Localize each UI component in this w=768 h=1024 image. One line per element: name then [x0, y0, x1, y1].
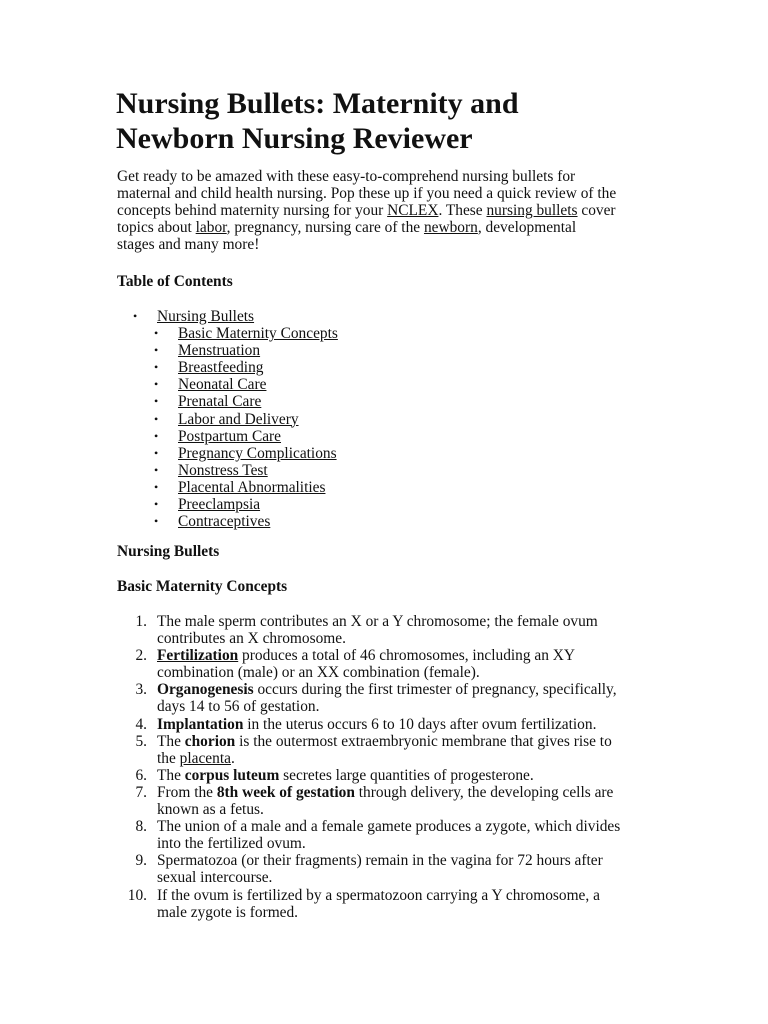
list-number: 1.: [135, 613, 147, 630]
bullet-icon: •: [154, 343, 159, 358]
text-segment: The union of a male and a female gamete produces a zygote, which divides: [157, 818, 621, 836]
toc-link[interactable]: Breastfeeding: [178, 359, 264, 377]
text-segment: From the: [157, 783, 217, 801]
toc-link[interactable]: Menstruation: [178, 342, 261, 360]
table-of-contents: [133, 308, 338, 531]
toc-link[interactable]: Placental Abnormalities: [178, 478, 326, 496]
list-item: [117, 647, 620, 681]
link-text[interactable]: newborn: [423, 219, 478, 237]
bullet-icon: •: [154, 479, 159, 494]
intro-paragraph: [117, 168, 677, 253]
bold-term: Implantation: [157, 715, 244, 733]
numbered-list: [117, 613, 620, 921]
toc-item: [154, 461, 338, 479]
toc-link[interactable]: Contraceptives: [178, 513, 271, 531]
toc-item: [154, 393, 338, 411]
list-number: 5.: [135, 732, 147, 750]
bullet-icon: •: [154, 462, 159, 477]
toc-item: [154, 359, 338, 377]
text-segment: The: [157, 766, 185, 784]
text-segment: , pregnancy, nursing care of the: [226, 219, 424, 237]
bullet-icon: •: [154, 445, 159, 460]
text-segment: the: [157, 749, 180, 767]
toc-link[interactable]: Prenatal Care: [178, 393, 262, 411]
text-segment: Spermatozoa (or their fragments) remain in the vagina for 72 hours after: [157, 852, 603, 870]
toc-item: [154, 376, 338, 394]
text-segment: through delivery, the developing cells are: [354, 783, 614, 801]
toc-link[interactable]: Neonatal Care: [178, 376, 267, 394]
text-segment: occurs during the first trimester of pregnancy, specifically,: [253, 681, 617, 699]
list-number: 9.: [135, 852, 147, 870]
text-segment: sexual intercourse.: [157, 869, 273, 887]
subsection-heading: Basic Maternity Concepts: [117, 578, 288, 595]
list-number: 10.: [127, 886, 147, 904]
page-title: Nursing Bullets: Maternity and Newborn Nursing Reviewer: [116, 87, 519, 155]
bullet-icon: •: [154, 497, 159, 512]
text-segment: in the uterus occurs 6 to 10 days after ovum fertilization.: [243, 715, 597, 733]
bullet-icon: •: [154, 326, 159, 341]
bullet-icon: •: [133, 309, 138, 323]
toc-link[interactable]: Pregnancy Complications: [178, 444, 337, 462]
text-segment: .: [230, 749, 235, 767]
section-heading: Nursing Bullets: [117, 543, 220, 560]
bullet-icon: •: [154, 377, 159, 392]
toc-item: [133, 308, 338, 325]
bold-term: chorion: [184, 732, 236, 750]
toc-link[interactable]: Preeclampsia: [178, 496, 261, 514]
text-segment: stages and many more!: [117, 236, 260, 254]
text-segment: , developmental: [477, 219, 577, 237]
text-segment: cover: [577, 202, 616, 220]
toc-item: [154, 342, 338, 360]
bullet-icon: •: [154, 428, 159, 443]
toc-item: [154, 496, 338, 514]
text-segment: maternal and child health nursing. Pop these up if you need a quick review of the: [117, 185, 617, 203]
bullet-icon: •: [154, 514, 159, 529]
bullet-icon: •: [154, 360, 159, 375]
list-number: 7.: [135, 783, 147, 801]
text-segment: If the ovum is fertilized by a spermatozoon carrying a Y chromosome, a: [157, 886, 600, 904]
toc-link[interactable]: Postpartum Care: [178, 427, 282, 445]
toc-item: [154, 444, 338, 462]
toc-heading: Table of Contents: [117, 273, 233, 290]
bold-term: corpus luteum: [184, 766, 280, 784]
link-text[interactable]: Fertilization: [157, 647, 239, 665]
list-item: [117, 767, 620, 784]
text-segment: The male sperm contributes an X or a Y chromosome; the female ovum: [157, 613, 598, 630]
text-segment: days 14 to 56 of gestation.: [157, 698, 320, 716]
text-segment: Get ready to be amazed with these easy-to-comprehend nursing bullets for: [117, 168, 576, 185]
text-segment: The: [157, 732, 185, 750]
toc-link[interactable]: Nursing Bullets: [157, 308, 255, 325]
text-segment: male zygote is formed.: [157, 903, 299, 921]
list-item: [117, 887, 620, 921]
list-item: [117, 818, 620, 852]
text-segment: concepts behind maternity nursing for your: [117, 202, 388, 220]
toc-link[interactable]: Basic Maternity Concepts: [178, 325, 338, 343]
list-item: [117, 852, 620, 886]
bullet-icon: •: [154, 411, 159, 426]
toc-link[interactable]: Nonstress Test: [178, 461, 268, 479]
list-item: [117, 716, 620, 733]
list-number: 2.: [135, 647, 147, 665]
list-number: 6.: [135, 766, 147, 784]
text-segment: produces a total of 46 chromosomes, including an XY: [238, 647, 576, 665]
toc-link[interactable]: Labor and Delivery: [178, 410, 299, 428]
text-segment: combination (male) or an XX combination (female).: [157, 664, 480, 682]
list-item: [117, 613, 620, 647]
list-number: 8.: [135, 818, 147, 836]
bold-term: 8th week of gestation: [216, 783, 355, 801]
link-text[interactable]: labor: [195, 219, 227, 237]
list-item: [117, 784, 620, 818]
link-text[interactable]: nursing bullets: [486, 202, 578, 220]
toc-item: [154, 410, 338, 428]
text-segment: secretes large quantities of progesterone.: [279, 766, 534, 784]
toc-item: [154, 513, 338, 531]
bold-term: Organogenesis: [157, 681, 254, 699]
list-item: [117, 681, 620, 715]
text-segment: contributes an X chromosome.: [157, 630, 346, 648]
list-number: 4.: [135, 715, 147, 733]
list-item: [117, 733, 620, 767]
text-segment: topics about: [117, 219, 196, 237]
list-number: 3.: [135, 681, 147, 699]
link-text[interactable]: NCLEX: [387, 202, 439, 220]
toc-item: [154, 325, 338, 343]
link-text[interactable]: placenta: [179, 749, 231, 767]
bullet-icon: •: [154, 394, 159, 409]
text-segment: is the outermost extraembryonic membrane that gives rise to: [235, 732, 612, 750]
text-segment: into the fertilized ovum.: [157, 835, 306, 853]
text-segment: . These: [438, 202, 487, 220]
toc-item: [154, 427, 338, 445]
text-segment: known as a fetus.: [157, 801, 264, 819]
toc-item: [154, 478, 338, 496]
